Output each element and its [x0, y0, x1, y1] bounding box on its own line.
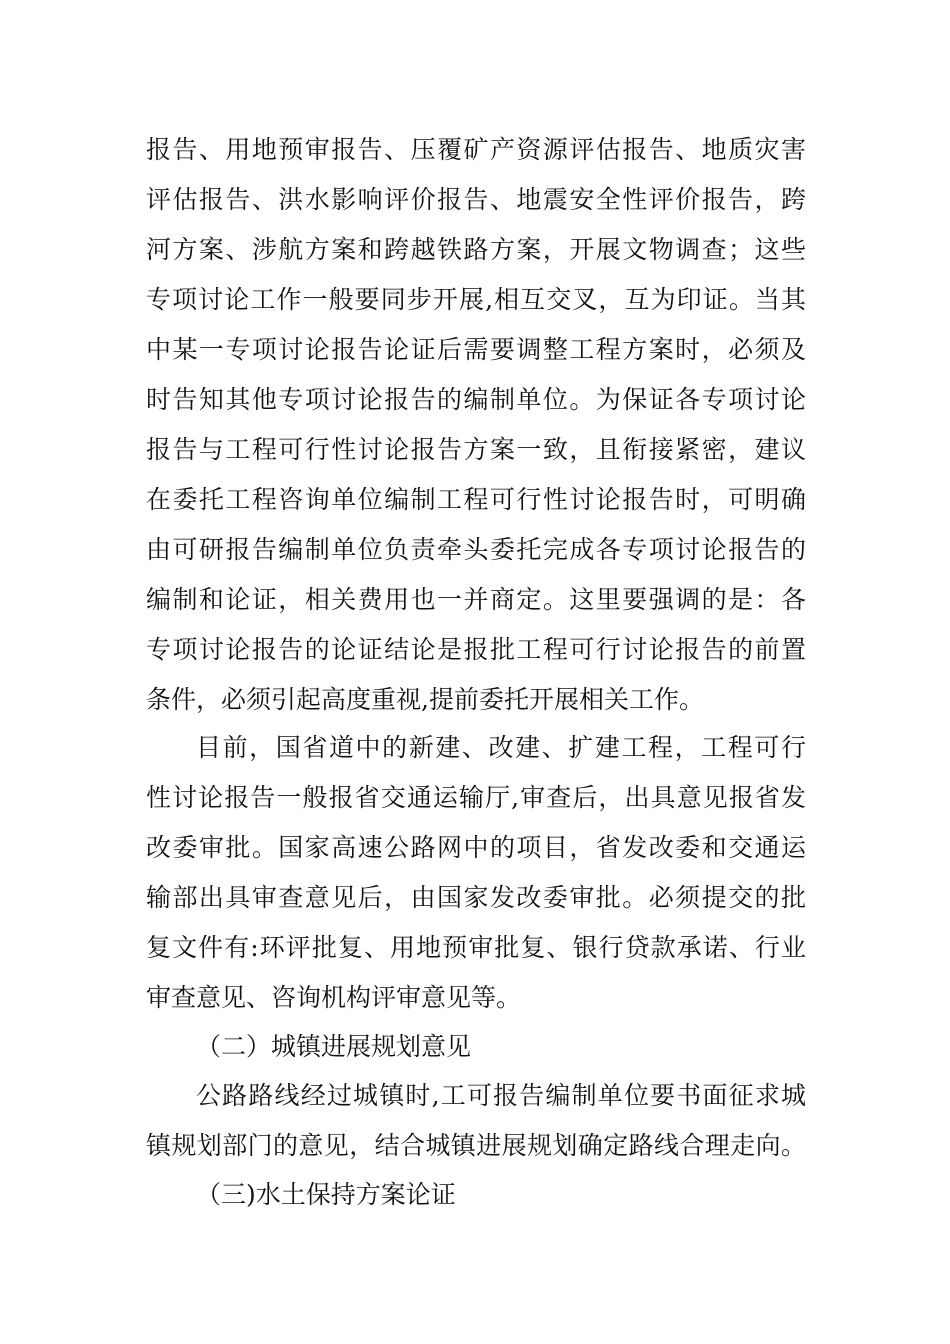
section-heading: （二）城镇进展规划意见: [196, 1032, 472, 1061]
section-heading: （三)水土保持方案论证: [196, 1180, 456, 1209]
paragraph-line: 编制和论证，相关费用也一并商定。这里要强调的是：各: [146, 585, 806, 614]
paragraph-line: 复文件有:环评批复、用地预审批复、银行贷款承诺、行业: [146, 933, 806, 962]
paragraph-line: 改委审批。国家高速公路网中的项目，省发改委和交通运: [146, 833, 806, 862]
paragraph-line: 镇规划部门的意见，结合城镇进展规划确定路线合理走向。: [146, 1131, 806, 1160]
paragraph-line: 专项讨论工作一般要同步开展,相互交叉，互为印证。当其: [146, 285, 806, 314]
paragraph-line: 输部出具审查意见后，由国家发改委审批。必须提交的批: [146, 883, 806, 912]
paragraph-line: 时告知其他专项讨论报告的编制单位。为保证各专项讨论: [146, 385, 806, 414]
paragraph-line: 评估报告、洪水影响评价报告、地震安全性评价报告，跨: [146, 185, 806, 214]
paragraph-line: 公路路线经过城镇时,工可报告编制单位要书面征求城: [196, 1081, 806, 1110]
paragraph-line: 河方案、涉航方案和跨越铁路方案，开展文物调查；这些: [146, 235, 806, 264]
paragraph-line: 报告、用地预审报告、压覆矿产资源评估报告、地质灾害: [146, 135, 806, 164]
paragraph-line: 目前，国省道中的新建、改建、扩建工程，工程可行: [196, 733, 806, 762]
paragraph-line: 由可研报告编制单位负责牵头委托完成各专项讨论报告的: [146, 535, 806, 564]
paragraph-line: 审查意见、咨询机构评审意见等。: [146, 983, 522, 1012]
paragraph-line: 在委托工程咨询单位编制工程可行性讨论报告时，可明确: [146, 485, 806, 514]
paragraph-line: 报告与工程可行性讨论报告方案一致，且衔接紧密，建议: [146, 435, 806, 464]
paragraph-line: 条件，必须引起高度重视,提前委托开展相关工作。: [146, 685, 704, 714]
paragraph-line: 性讨论报告一般报省交通运输厅,审查后，出具意见报省发: [146, 783, 806, 812]
paragraph-line: 专项讨论报告的论证结论是报批工程可行讨论报告的前置: [146, 635, 806, 664]
paragraph-line: 中某一专项讨论报告论证后需要调整工程方案时，必须及: [146, 335, 806, 364]
